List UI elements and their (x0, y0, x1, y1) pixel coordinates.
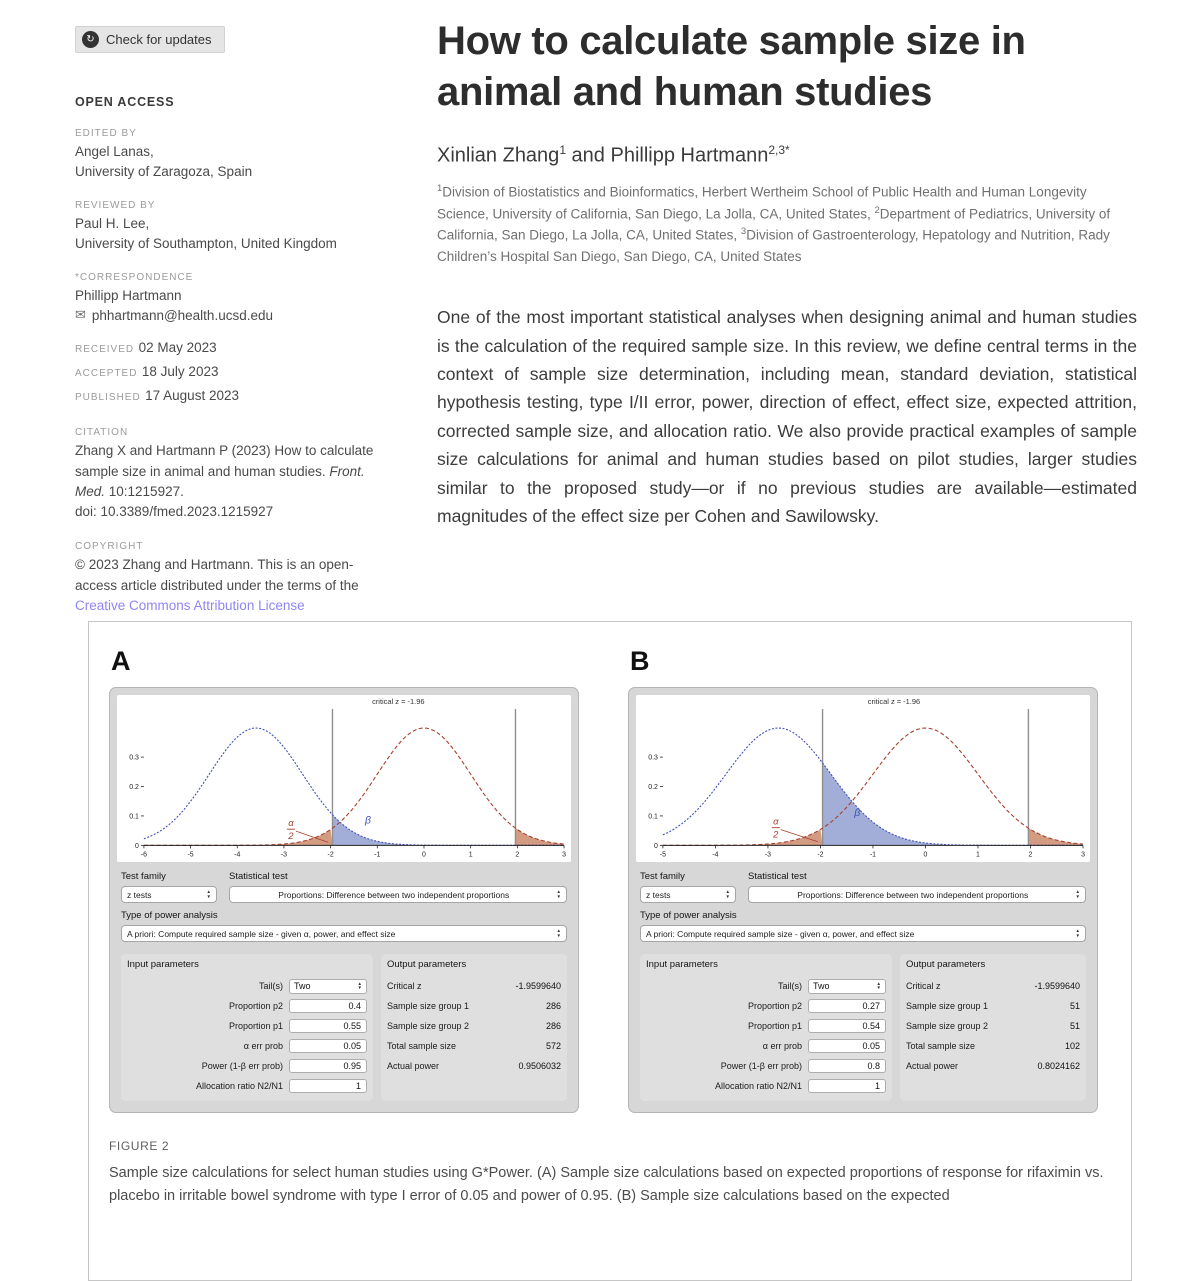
affiliations: $^1$Division of Biostatistics and Bioinformatics, Herbert Wertheim School of Public Health and Human Longevity Science, University of California, San Diego, La Jolla, CA, United States, $^2$Department of Pediatrics, University of California, San Diego, La Jolla, CA, United States, $^3$Division of Gastroenterology, Hepatology and Nutrition, Rady Children’s Hospital San Diego, San Diego, CA, United States (437, 183, 1111, 264)
svg-text:0.2: 0.2 (129, 784, 139, 792)
panel-a-label: A (111, 646, 131, 676)
select-arrows-icon: ▲ ▼ (876, 980, 881, 991)
copyright-heading: COPYRIGHT (75, 541, 144, 553)
input-parameter-row (646, 976, 886, 996)
output-parameters-heading: Output parameters (906, 959, 986, 971)
creative-commons-license-link[interactable]: Creative Commons Attribution License (75, 597, 305, 613)
editor-affiliation: University of Zaragoza, Spain (75, 163, 253, 179)
svg-text:critical z = -1.96: critical z = -1.96 (372, 696, 425, 706)
output-parameters-heading: Output parameters (387, 959, 467, 971)
output-parameter-value: 286 (545, 1001, 561, 1012)
output-parameters-panel (900, 954, 1086, 1101)
svg-text:0: 0 (422, 851, 426, 859)
envelope-icon: ✉ (75, 307, 86, 323)
test-family-select[interactable]: z tests ▲ ▼ (121, 886, 217, 903)
figure-caption (109, 1139, 1111, 1207)
citation-text: Zhang X and Hartmann P (2023) How to calculate sample size in animal and human studies. Front. Med. 10:1215927. doi: 10.3389/fmed.2023.1215927 (75, 441, 393, 522)
output-parameter-label: Sample size group 1 (387, 1001, 470, 1012)
svg-text:-2: -2 (327, 851, 334, 859)
authors-line: Xinlian Zhang$^1$ and Phillipp Hartmann$^{2,3*}$ (437, 142, 790, 167)
input-parameter-label: Proportion p1 (747, 1021, 802, 1032)
input-parameter-label: Proportion p2 (747, 1001, 802, 1012)
input-parameter-field[interactable]: 1 (808, 1079, 886, 1093)
output-parameter-row (387, 1016, 561, 1036)
svg-text:0.3: 0.3 (648, 754, 658, 762)
svg-text:-1: -1 (374, 851, 381, 859)
svg-text:0.2: 0.2 (648, 784, 658, 792)
input-parameter-label: Tail(s) (259, 981, 283, 992)
power-analysis-label: Type of power analysis (640, 910, 737, 922)
output-parameter-label: Total sample size (387, 1041, 457, 1052)
plot-area-a (117, 695, 571, 862)
panel-b-label: B (630, 646, 650, 676)
svg-text:-1: -1 (869, 851, 877, 859)
published-row: PUBLISHED 17 August 2023 (75, 388, 239, 404)
input-parameter-field[interactable]: 0.95 (289, 1059, 367, 1073)
doi-text: doi: 10.3389/fmed.2023.1215927 (75, 504, 274, 520)
svg-text:α: α (288, 818, 294, 830)
gpower-window-b (628, 687, 1098, 1113)
input-parameter-label: Proportion p1 (228, 1021, 283, 1032)
abstract: One of the most important statistical analyses when designing animal and human studies is the calculation of the required sample size. In this review, we define central terms in the context of sample size determination, including mean, standard deviation, statistical hypothesis testing, type I/II error, power, direction of effect, effect size, expected attrition, corrected sample size, and allocation ratio. We also provide practical examples of sample size calculations for animal and human studies based on pilot studies, larger studies similar to the proposed study—or if no previous studies are available—estimated magnitudes of the effect size per Cohen and Sawilowsky. (437, 307, 1137, 526)
output-parameter-row (387, 976, 561, 996)
svg-text:-4: -4 (712, 851, 719, 859)
input-parameter-row (127, 996, 367, 1016)
power-analysis-select[interactable]: A priori: Compute required sample size - given α, power, and effect size ▲ ▼ (640, 925, 1086, 942)
input-parameter-row (127, 976, 367, 996)
output-parameter-label: Actual power (906, 1061, 959, 1072)
dates-section (75, 336, 393, 408)
output-parameter-value: -1.9599640 (515, 981, 561, 992)
figure-caption-label: FIGURE 2 (109, 1139, 170, 1154)
reviewer-name: Paul H. Lee, (75, 216, 150, 232)
svg-text:-6: -6 (140, 851, 147, 859)
svg-text:3: 3 (1081, 851, 1085, 859)
svg-text:0: 0 (135, 842, 139, 850)
svg-text:1: 1 (468, 851, 473, 859)
statistical-test-label: Statistical test (229, 871, 288, 883)
distribution-plot-b (636, 695, 1090, 862)
edited-by-section (75, 128, 393, 181)
output-parameter-label: Critical z (906, 981, 941, 992)
input-parameter-row (127, 1016, 367, 1036)
statistical-test-select[interactable]: Proportions: Difference between two independent proportions ▲ ▼ (748, 886, 1086, 903)
crossmark-icon: ↻ (82, 31, 99, 48)
correspondence-name: Phillipp Hartmann (75, 288, 182, 304)
select-arrows-icon: ▲ ▼ (206, 889, 211, 899)
input-parameter-field[interactable]: 0.05 (289, 1039, 367, 1053)
input-parameter-row (127, 1056, 367, 1076)
input-parameter-label: Power (1-β err prob) (720, 1061, 802, 1072)
svg-text:3: 3 (562, 851, 566, 859)
output-parameter-label: Sample size group 1 (906, 1001, 989, 1012)
statistical-test-select[interactable]: Proportions: Difference between two independent proportions ▲ ▼ (229, 886, 567, 903)
output-parameter-row (387, 1056, 561, 1076)
accepted-row: ACCEPTED 18 July 2023 (75, 364, 219, 380)
svg-text:2: 2 (288, 831, 294, 843)
input-parameter-row (646, 1056, 886, 1076)
svg-text:1: 1 (976, 851, 980, 859)
select-arrows-icon: ▲ ▼ (357, 980, 362, 991)
select-arrows-icon: ▲ ▼ (556, 889, 561, 899)
output-parameter-value: 0.8024162 (1037, 1061, 1080, 1072)
input-parameter-row (646, 1016, 886, 1036)
input-parameter-label: Allocation ratio N2/N1 (195, 1081, 283, 1092)
output-parameter-label: Sample size group 2 (387, 1021, 470, 1032)
svg-text:-3: -3 (764, 851, 772, 859)
input-parameter-label: Proportion p2 (228, 1001, 283, 1012)
tails-select[interactable]: Two ▲ ▼ (808, 979, 886, 994)
output-parameters-panel (381, 954, 567, 1101)
open-access-label: OPEN ACCESS (75, 95, 175, 109)
reviewer-affiliation: University of Southampton, United Kingdom (75, 235, 337, 251)
input-parameter-row (646, 996, 886, 1016)
input-parameter-row (646, 1036, 886, 1056)
figure-panels (109, 646, 1111, 1113)
figure-2 (88, 621, 1132, 1281)
input-parameter-label: Allocation ratio N2/N1 (714, 1081, 802, 1092)
input-parameter-field[interactable]: 1 (289, 1079, 367, 1093)
select-arrows-icon: ▲ ▼ (1075, 889, 1080, 899)
power-analysis-select[interactable]: A priori: Compute required sample size - given α, power, and effect size ▲ ▼ (121, 925, 567, 942)
output-parameter-row (906, 1056, 1080, 1076)
svg-text:0.1: 0.1 (648, 813, 658, 821)
input-parameter-field[interactable]: 0.27 (808, 999, 886, 1013)
sidebar (75, 26, 393, 616)
svg-text:2: 2 (515, 851, 520, 859)
output-parameter-row (906, 996, 1080, 1016)
svg-text:-5: -5 (187, 851, 194, 859)
svg-text:-3: -3 (280, 851, 288, 859)
input-parameter-row (127, 1036, 367, 1056)
select-arrows-icon: ▲ ▼ (1075, 928, 1080, 938)
input-parameters-heading: Input parameters (646, 959, 718, 971)
author-1: Xinlian Zhang (437, 144, 560, 167)
input-parameter-label: Tail(s) (778, 981, 802, 992)
correspondence-email-link[interactable]: phhartmann@health.ucsd.edu (91, 307, 273, 323)
output-parameter-label: Critical z (387, 981, 422, 992)
citation-heading: CITATION (75, 427, 129, 439)
output-parameter-value: 51 (1069, 1021, 1080, 1032)
received-row: RECEIVED 02 May 2023 (75, 340, 217, 356)
copyright-section (75, 541, 393, 616)
input-parameter-field[interactable]: 0.54 (808, 1019, 886, 1033)
output-parameter-row (906, 1036, 1080, 1056)
svg-text:-5: -5 (659, 851, 666, 859)
editor-name: Angel Lanas, (75, 144, 154, 159)
figure-caption-text: Sample size calculations for select human studies using G*Power. (A) Sample size calculations based on expected proportions of response for rifaximin vs. placebo in irritable bowel syndrome with type I error of 0.05 and power of 0.95. (B) Sample size calculations based on the expected (109, 1165, 1104, 1204)
svg-text:0: 0 (923, 851, 928, 859)
statistical-test-label: Statistical test (748, 871, 807, 883)
test-family-label: Test family (121, 871, 166, 883)
svg-text:critical z = -1.96: critical z = -1.96 (867, 696, 921, 706)
test-family-label: Test family (640, 871, 685, 883)
svg-text:-4: -4 (234, 851, 241, 859)
input-parameters-panel (640, 954, 892, 1101)
svg-text:β: β (364, 815, 371, 827)
output-parameter-label: Sample size group 2 (906, 1021, 989, 1032)
input-parameter-row (646, 1076, 886, 1096)
correspondence-section (75, 272, 393, 325)
output-parameter-row (906, 1016, 1080, 1036)
distribution-plot-a (117, 695, 571, 862)
svg-text:0: 0 (654, 842, 658, 850)
edited-by-heading: EDITED BY (75, 128, 137, 139)
svg-text:0.1: 0.1 (129, 813, 139, 821)
citation-section (75, 427, 393, 522)
select-arrows-icon: ▲ ▼ (556, 928, 561, 938)
output-parameter-label: Total sample size (906, 1041, 976, 1052)
input-parameter-label: α err prob (762, 1041, 802, 1052)
input-parameter-field[interactable]: 0.05 (808, 1039, 886, 1053)
gpower-form-a (117, 862, 571, 1105)
input-parameters-heading: Input parameters (127, 959, 199, 971)
output-parameter-value: 0.9506032 (518, 1061, 561, 1072)
svg-text:0.3: 0.3 (129, 754, 139, 762)
output-parameter-value: 286 (545, 1021, 561, 1032)
article-title: How to calculate sample size in animal and human studies (437, 19, 1026, 114)
plot-area-b (636, 695, 1090, 862)
author-2: Phillipp Hartmann (610, 144, 769, 167)
check-for-updates-button[interactable] (75, 26, 225, 53)
svg-text:2: 2 (1028, 851, 1033, 859)
input-parameter-field[interactable]: 0.4 (289, 999, 367, 1013)
select-arrows-icon: ▲ ▼ (725, 889, 730, 899)
tails-select[interactable]: Two ▲ ▼ (289, 979, 367, 994)
gpower-window-a (109, 687, 579, 1113)
input-parameter-row (127, 1076, 367, 1096)
output-parameter-label: Actual power (387, 1061, 440, 1072)
reviewed-by-heading: REVIEWED BY (75, 200, 156, 212)
figure-panel-b (628, 646, 1111, 1113)
gpower-form-b (636, 862, 1090, 1105)
check-for-updates-label: Check for updates (106, 32, 212, 47)
input-parameter-field[interactable]: 0.55 (289, 1019, 367, 1033)
input-parameter-field[interactable]: 0.8 (808, 1059, 886, 1073)
input-parameters-panel (121, 954, 373, 1101)
article-main (437, 16, 1137, 530)
test-family-select[interactable]: z tests ▲ ▼ (640, 886, 736, 903)
output-parameter-row (906, 976, 1080, 996)
reviewed-by-section (75, 200, 393, 253)
input-parameter-label: Power (1-β err prob) (201, 1061, 283, 1072)
power-analysis-label: Type of power analysis (121, 910, 218, 922)
input-parameter-label: α err prob (243, 1041, 283, 1052)
output-parameter-value: -1.9599640 (1034, 981, 1080, 992)
svg-text:β: β (854, 807, 861, 819)
figure-panel-a (109, 646, 592, 1113)
output-parameter-value: 51 (1069, 1001, 1080, 1012)
output-parameter-value: 102 (1064, 1041, 1080, 1052)
output-parameter-value: 572 (545, 1041, 561, 1052)
output-parameter-row (387, 996, 561, 1016)
copyright-text: © 2023 Zhang and Hartmann. This is an open-access article distributed under the terms of the Creative Commons Attribution License (75, 557, 359, 613)
svg-text:-2: -2 (817, 851, 824, 859)
svg-text:2: 2 (773, 829, 779, 841)
correspondence-heading: *CORRESPONDENCE (75, 272, 194, 284)
svg-text:α: α (773, 816, 779, 828)
output-parameter-row (387, 1036, 561, 1056)
